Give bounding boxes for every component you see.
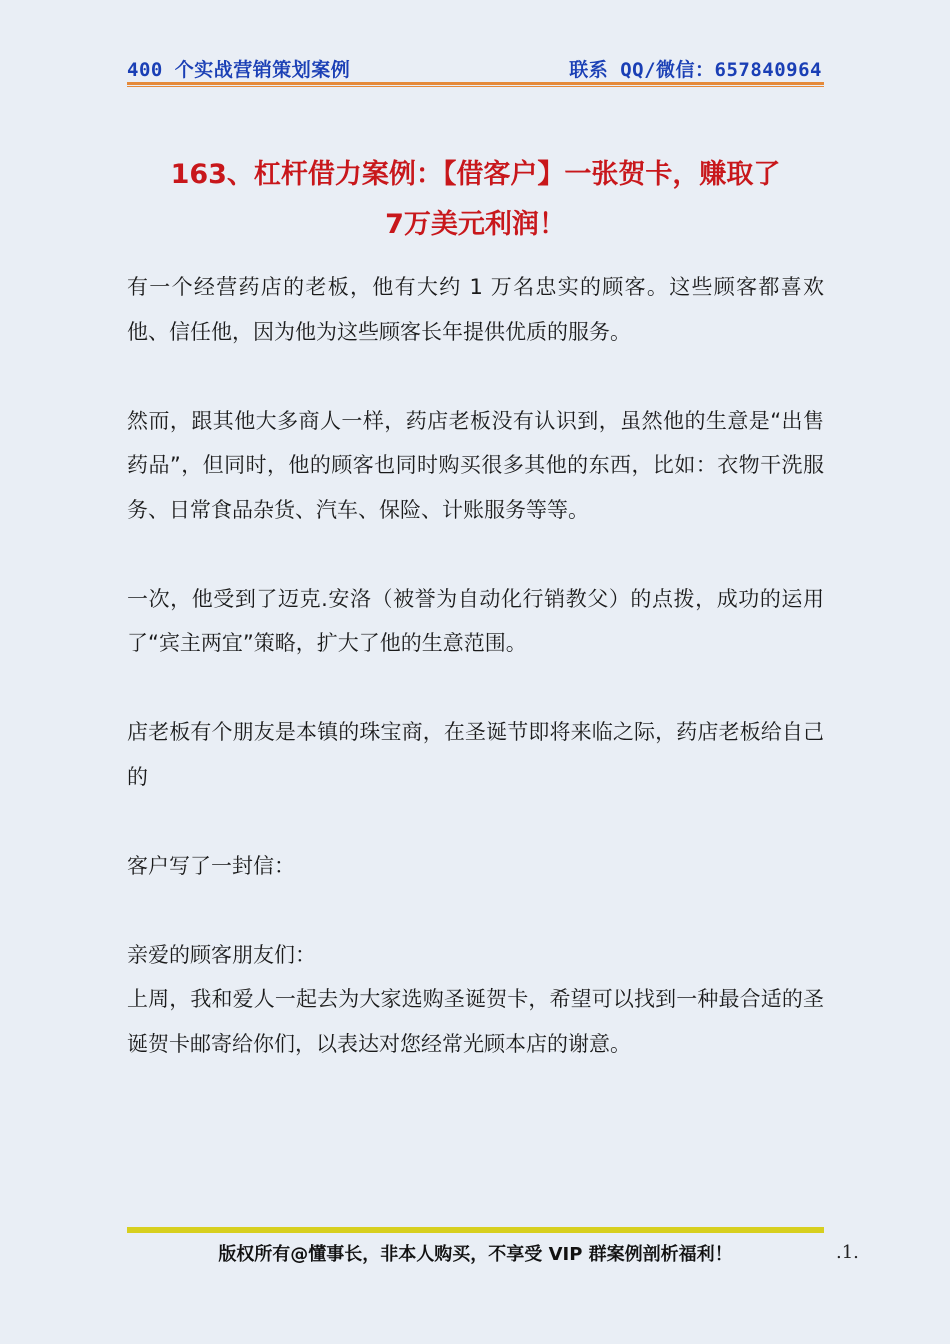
page-title [127, 150, 824, 250]
letter-salutation: 亲爱的顾客朋友们： [127, 942, 316, 967]
title-line-1: 163、杠杆借力案例：【借客户】一张贺卡，赚取了 [170, 159, 781, 190]
header-contact: 联系 QQ/微信：657840964 [569, 59, 822, 81]
article-body [127, 265, 824, 1066]
page-header [127, 53, 824, 81]
letter-paragraph: 上周，我和爱人一起去为大家选购圣诞贺卡，希望可以找到一种最合适的圣诞贺卡邮寄给你们，以表达对您经常光顾本店的谢意。 [127, 987, 824, 1056]
paragraph-4: 店老板有个朋友是本镇的珠宝商，在圣诞节即将来临之际，药店老板给自己的 [127, 720, 824, 789]
footer-copyright: 版权所有@懂事长，非本人购买，不享受 VIP 群案例剖析福利！ [218, 1244, 733, 1265]
paragraph-2: 然而，跟其他大多商人一样，药店老板没有认识到，虽然他的生意是“出售药品”，但同时，他的顾客也同时购买很多其他的东西，比如：衣物干洗服务、日常食品杂货、汽车、保险、计账服务等等。 [127, 408, 824, 522]
paragraph-5: 客户写了一封信： [127, 853, 295, 878]
header-series-title: 400 个实战营销策划案例 [127, 59, 351, 81]
header-divider [127, 82, 824, 85]
title-line-2: 7万美元利润！ [385, 209, 566, 240]
footer-divider [127, 1227, 824, 1233]
paragraph-1: 有一个经营药店的老板，他有大约 1 万名忠实的顾客。这些顾客都喜欢他、信任他，因为他为这些顾客长年提供优质的服务。 [127, 275, 824, 344]
header-divider-thin [127, 86, 824, 87]
page-number: .1. [836, 1242, 859, 1263]
paragraph-3: 一次，他受到了迈克.安洛（被誉为自动化行销教父）的点拨，成功的运用了“宾主两宜”策略，扩大了他的生意范围。 [127, 586, 824, 655]
